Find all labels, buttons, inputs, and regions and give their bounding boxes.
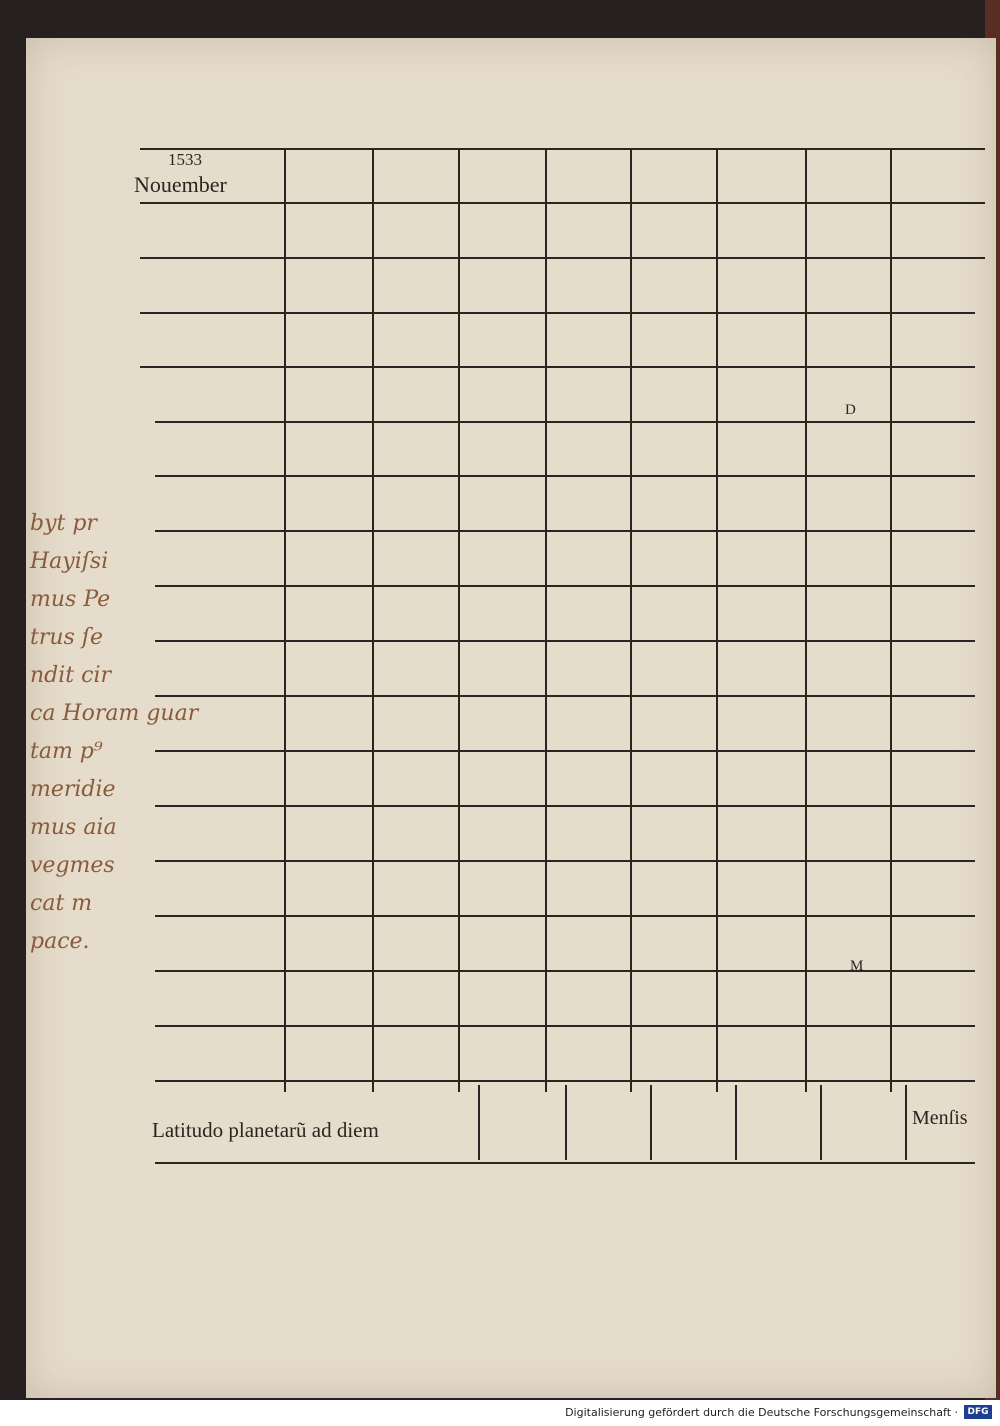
h-rule	[155, 1080, 975, 1082]
latitude-rule	[478, 1085, 480, 1160]
h-rule	[140, 312, 975, 314]
v-rule	[458, 148, 460, 1092]
h-rule	[155, 750, 975, 752]
h-rule	[140, 366, 975, 368]
latitude-rule	[735, 1085, 737, 1160]
h-rule	[155, 530, 975, 532]
h-rule	[155, 640, 975, 642]
marginalia-line: vegmes	[30, 853, 115, 878]
h-rule	[155, 695, 975, 697]
latitude-rule	[820, 1085, 822, 1160]
marginalia-line: cat m	[30, 891, 93, 916]
latitude-rule	[650, 1085, 652, 1160]
marginalia-line: ca Horam guar	[30, 701, 199, 726]
footer-credit: Digitalisierung gefördert durch die Deutsche Forschungsgemeinschaft ·	[565, 1406, 958, 1419]
marginalia-line: Hayiſsi	[30, 549, 109, 574]
v-rule-day	[284, 148, 286, 258]
marginalia-line: tam p⁹	[30, 739, 103, 764]
v-rule	[805, 148, 807, 1092]
v-rule	[372, 148, 374, 1092]
aside-letter-m: M	[850, 958, 864, 974]
v-rule	[630, 148, 632, 1092]
marginalia-line: mus aia	[30, 815, 117, 840]
h-rule	[155, 805, 975, 807]
v-rule	[545, 148, 547, 1092]
h-rule	[155, 860, 975, 862]
h-rule	[155, 1025, 975, 1027]
handwritten-marginalia	[30, 505, 199, 961]
latitude-label: Latitudo planetarũ ad diem	[152, 1118, 379, 1142]
h-rule	[140, 202, 985, 204]
h-rule	[155, 915, 975, 917]
month-label: Nouember	[134, 172, 227, 197]
marginalia-line: meridie	[30, 777, 116, 802]
year-label: 1533	[168, 150, 202, 169]
h-rule	[155, 1162, 975, 1164]
marginalia-line: pace.	[30, 929, 90, 954]
marginalia-line: byt pr	[30, 511, 97, 536]
v-rule	[890, 148, 892, 1092]
marginalia-line: trus ſe	[30, 625, 103, 650]
mensis-label: Menſis	[912, 1107, 968, 1129]
dfg-logo: DFG	[964, 1405, 992, 1419]
h-rule	[155, 475, 975, 477]
aside-letter-d: D	[845, 402, 856, 418]
v-rule	[716, 148, 718, 1092]
marginalia-line: ndit cir	[30, 663, 111, 688]
h-rule	[140, 148, 985, 150]
marginalia-line: mus Pe	[30, 587, 111, 612]
latitude-rule	[565, 1085, 567, 1160]
h-rule	[140, 257, 985, 259]
h-rule	[155, 585, 975, 587]
latitude-rule	[905, 1085, 907, 1160]
h-rule	[155, 421, 975, 423]
footer-bar	[0, 1400, 1000, 1426]
v-rule	[284, 148, 286, 1092]
